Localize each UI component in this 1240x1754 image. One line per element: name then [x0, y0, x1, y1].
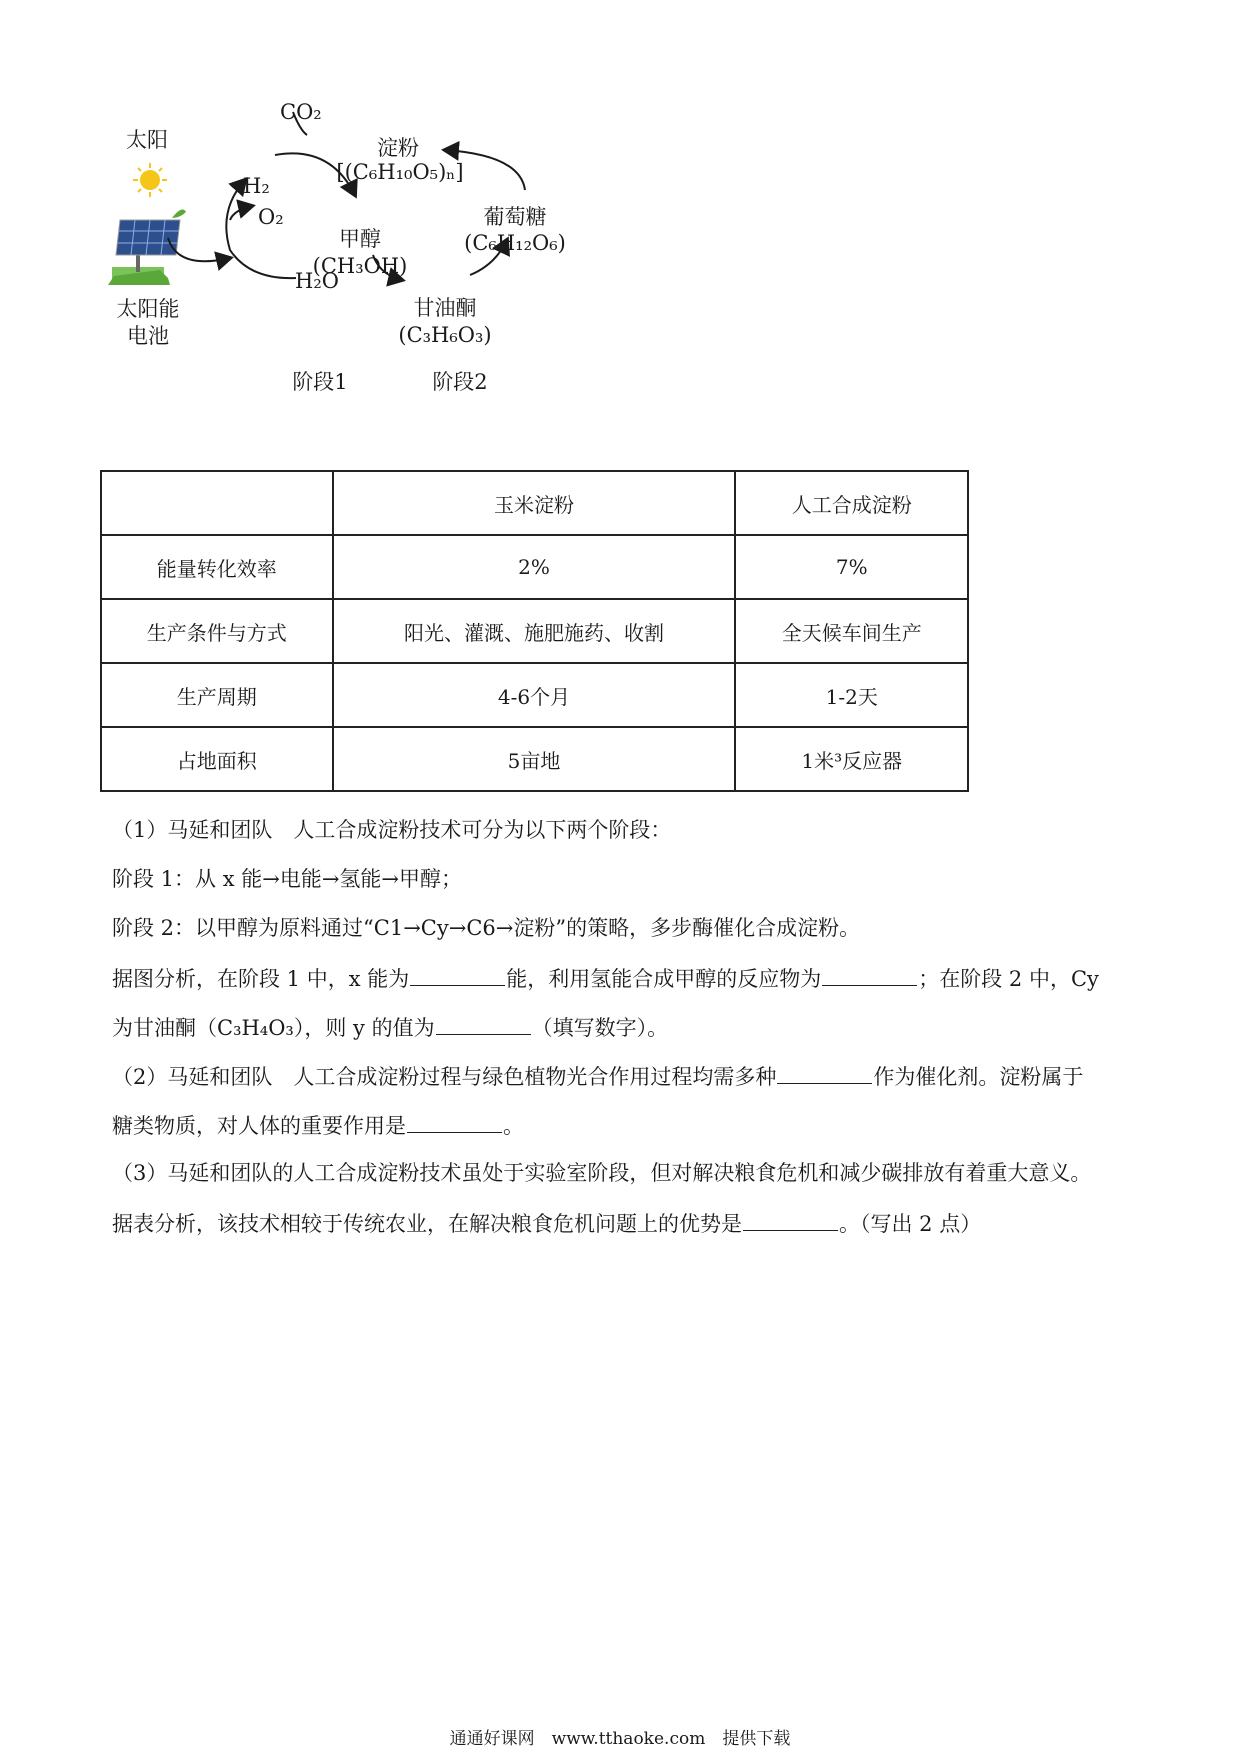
- q1-text-b: 能，利用氢能合成甲醇的反应物为: [506, 967, 822, 991]
- q1-line2: [112, 1016, 668, 1039]
- h2o-label: H₂O: [295, 269, 339, 293]
- q3-line1: （3）马延和团队的人工合成淀粉技术虽处于实验室阶段，但对解决粮食危机和减少碳排放有着重大意义。: [112, 1161, 1092, 1185]
- dha-name: 甘油酮: [413, 296, 477, 320]
- q3-line2: [112, 1212, 981, 1235]
- glucose-formula: (C₆H₁₂O₆): [464, 231, 566, 255]
- table-row: [101, 535, 968, 599]
- q1-intro: （1）马延和团队 人工合成淀粉技术可分为以下两个阶段：: [112, 818, 672, 842]
- stage1-label: 阶段1: [292, 370, 348, 394]
- q2-line2: [112, 1114, 524, 1137]
- answer-blank[interactable]: [822, 967, 917, 986]
- table-header-cell: [101, 471, 333, 535]
- table-row: [101, 599, 968, 663]
- table-cell: 2%: [333, 535, 736, 599]
- q2-text-a: （2）马延和团队 人工合成淀粉过程与绿色植物光合作用过程均需多种: [112, 1065, 777, 1089]
- table-header-cell: 玉米淀粉: [333, 471, 736, 535]
- glucose-name: 葡萄糖: [483, 205, 547, 229]
- table-cell: 7%: [735, 535, 968, 599]
- table-cell: 全天候车间生产: [735, 599, 968, 663]
- table-row: [101, 663, 968, 727]
- q2-text-c: 糖类物质，对人体的重要作用是: [112, 1114, 406, 1138]
- answer-blank[interactable]: [410, 967, 505, 986]
- table-header-row: [101, 471, 968, 535]
- q1-text-d: 为甘油酮（C₃H₄O₃），则 y 的值为: [112, 1016, 435, 1040]
- answer-blank[interactable]: [407, 1114, 502, 1133]
- solar-cell-label-line1: 太阳能: [116, 297, 180, 321]
- co2-label: CO₂: [280, 100, 322, 124]
- table-cell: 生产条件与方式: [101, 599, 333, 663]
- table-cell: 1米³反应器: [735, 727, 968, 791]
- answer-blank[interactable]: [436, 1016, 531, 1035]
- q1-line1: [112, 967, 1099, 990]
- q1-text-a: 据图分析，在阶段 1 中，x 能为: [112, 967, 410, 991]
- q1-text-c: ；在阶段 2 中，Cy: [918, 967, 1099, 991]
- table-row: [101, 727, 968, 791]
- q3-text-b: 据表分析，该技术相较于传统农业，在解决粮食危机问题上的优势是: [112, 1212, 742, 1236]
- starch-formula: [(C₆H₁₀O₅)ₙ]: [336, 160, 464, 184]
- table-cell: 阳光、灌溉、施肥施药、收割: [333, 599, 736, 663]
- comparison-table: [100, 470, 969, 792]
- sun-label: 太阳: [126, 128, 168, 152]
- table-header-cell: 人工合成淀粉: [735, 471, 968, 535]
- stage1-description: 阶段 1：从 x 能→电能→氢能→甲醇；: [112, 867, 463, 891]
- starch-synthesis-diagram: [100, 90, 660, 410]
- table-cell: 能量转化效率: [101, 535, 333, 599]
- q2-line1: [112, 1065, 1083, 1088]
- methanol-name: 甲醇: [339, 227, 381, 251]
- q3-text-c: 。（写出 2 点）: [839, 1212, 982, 1236]
- table-cell: 生产周期: [101, 663, 333, 727]
- answer-blank[interactable]: [777, 1065, 872, 1084]
- o2-label: O₂: [258, 205, 284, 229]
- methanol-formula: (CH₃OH): [312, 254, 408, 278]
- answer-blank[interactable]: [743, 1212, 838, 1231]
- table-cell: 5亩地: [333, 727, 736, 791]
- starch-name: 淀粉: [377, 136, 419, 160]
- q2-text-b: 作为催化剂。淀粉属于: [873, 1065, 1084, 1089]
- solar-cell-label-line2: 电池: [127, 324, 169, 348]
- dha-formula: (C₃H₆O₃): [398, 323, 492, 347]
- table-cell: 4-6个月: [333, 663, 736, 727]
- table-cell: 占地面积: [101, 727, 333, 791]
- page-footer: 通通好课网 www.tthaoke.com 提供下载: [449, 1729, 791, 1749]
- h2-label: H₂: [243, 174, 270, 198]
- stage2-description: 阶段 2：以甲醇为原料通过“C1→Cy→C6→淀粉”的策略，多步酶催化合成淀粉。: [112, 916, 861, 940]
- solar-panel-icon: [108, 210, 186, 285]
- sun-icon: [133, 163, 167, 197]
- q1-text-e: （填写数字）。: [531, 1016, 669, 1040]
- table-cell: 1-2天: [735, 663, 968, 727]
- stage2-label: 阶段2: [432, 370, 488, 394]
- q2-text-d: 。: [503, 1114, 524, 1138]
